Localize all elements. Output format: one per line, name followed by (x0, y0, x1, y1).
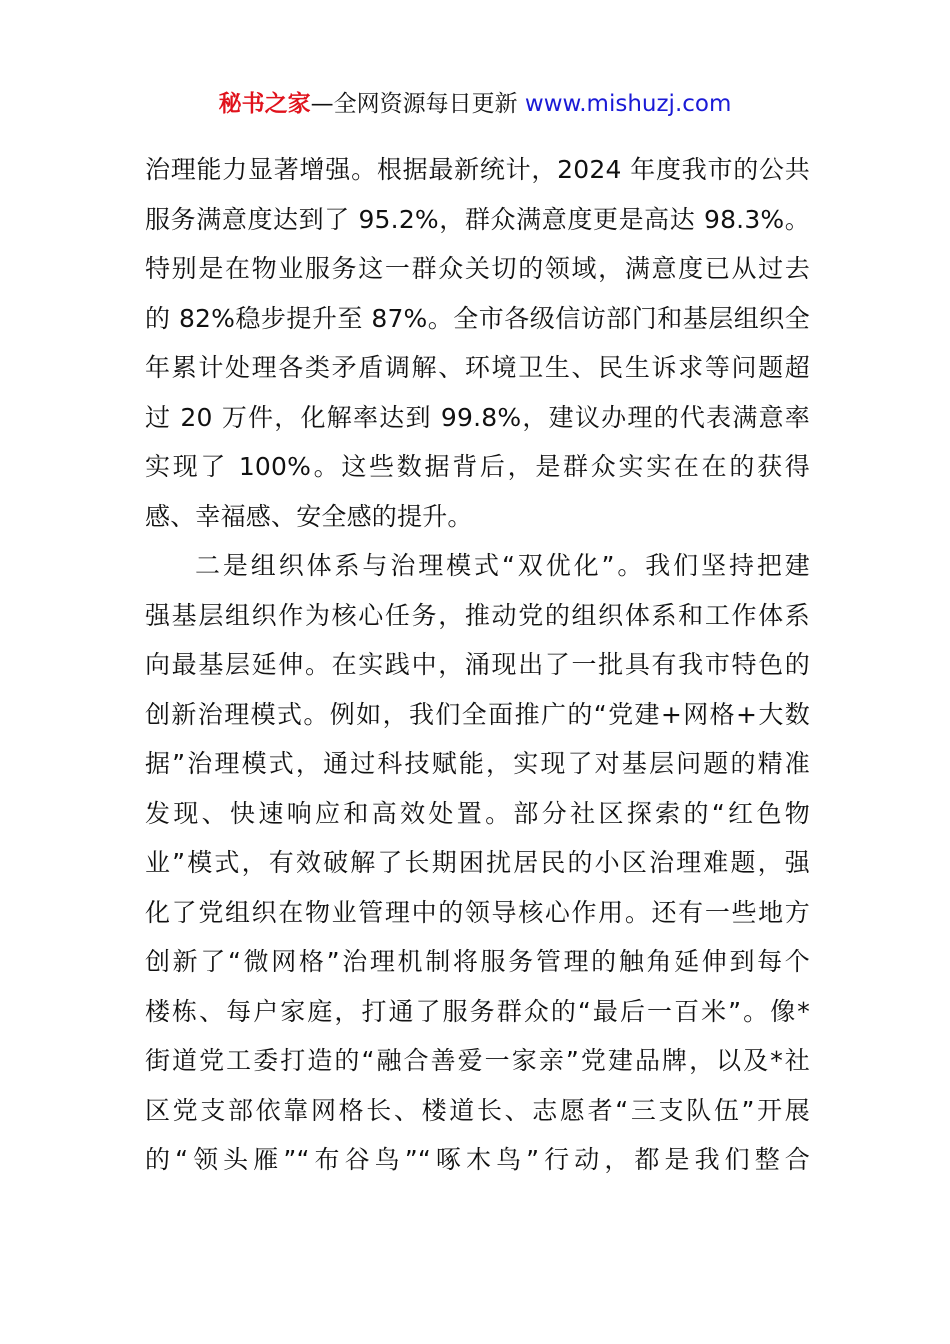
text-line: 化了党组织在物业管理中的领导核心作用。还有一些地方 (145, 897, 810, 927)
header-url[interactable]: www.mishuzj.com (524, 91, 732, 117)
text-line: 特别是在物业服务这一群众关切的领域，满意度已从过去 (145, 254, 810, 283)
text-line: 创新治理模式。例如，我们全面推广的“党建+网格+大数 (145, 699, 810, 729)
text-line: 发现、快速响应和高效处置。部分社区探索的“红色物 (145, 798, 810, 828)
text-line: 年累计处理各类矛盾调解、环境卫生、民生诉求等问题超 (145, 353, 810, 382)
paragraph-1 (145, 145, 810, 541)
text-line: 创新了“微网格”治理机制将服务管理的触角延伸到每个 (145, 947, 810, 976)
text-line: 业”模式，有效破解了长期困扰居民的小区治理难题，强 (145, 848, 810, 877)
text-line: 的“领头雁”“布谷鸟”“啄木鸟”行动，都是我们整合 (145, 1145, 810, 1174)
text-line: 楼栋、每户家庭，打通了服务群众的“最后一百米”。像* (145, 996, 810, 1026)
header-tagline: —全网资源每日更新 (310, 91, 518, 117)
text-line: 过 20 万件，化解率达到 99.8%，建议办理的代表满意率 (145, 402, 810, 432)
text-line: 据”治理模式，通过科技赋能，实现了对基层问题的精准 (145, 749, 810, 778)
text-line: 治理能力显著增强。根据最新统计，2024 年度我市的公共 (145, 155, 810, 184)
text-line: 感、幸福感、安全感的提升。 (145, 501, 473, 531)
text-line: 强基层组织作为核心任务，推动党的组织体系和工作体系 (145, 600, 810, 630)
text-line: 街道党工委打造的“融合善爱一家亲”党建品牌，以及*社 (145, 1046, 810, 1075)
text-line: 的 82%稳步提升至 87%。全市各级信访部门和基层组织全 (145, 303, 810, 333)
text-line: 服务满意度达到了 95.2%，群众满意度更是高达 98.3%。 (145, 204, 810, 234)
text-line: 区党支部依靠网格长、楼道长、志愿者“三支队伍”开展 (145, 1095, 810, 1125)
document-body (145, 145, 810, 1185)
text-line: 二是组织体系与治理模式“双优化”。我们坚持把建 (195, 551, 810, 580)
brand-name: 秘书之家 (218, 91, 311, 117)
text-line: 实现了 100%。这些数据背后，是群众实实在在的获得 (145, 452, 810, 481)
paragraph-2 (145, 541, 810, 1185)
text-line: 向最基层延伸。在实践中，涌现出了一批具有我市特色的 (145, 650, 810, 679)
page-header (0, 88, 950, 120)
